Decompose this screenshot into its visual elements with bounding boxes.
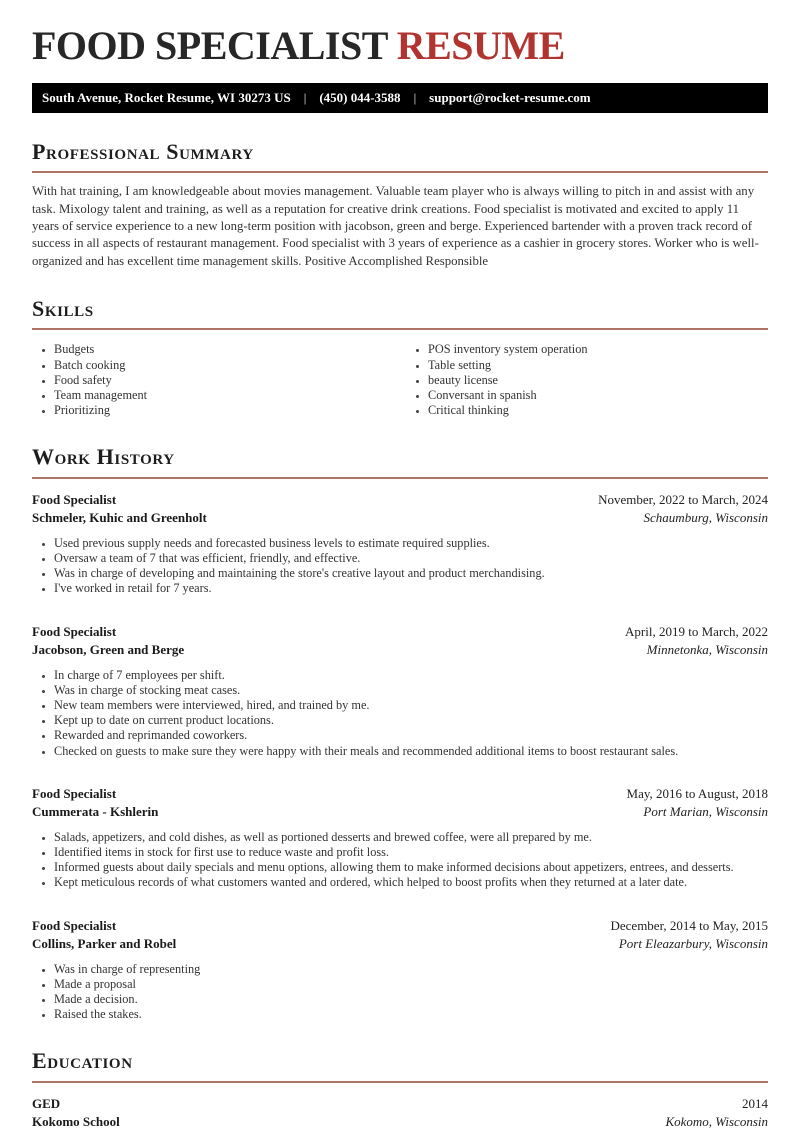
education-location: Kokomo, Wisconsin [665,1114,768,1130]
contact-address: South Avenue, Rocket Resume, WI 30273 US [42,89,291,105]
job-company: Jacobson, Green and Berge [32,642,185,658]
skill-item: • Conversant in spanish [428,388,768,403]
job-bullet: • Checked on guests to make sure they were happy with their meals and recommended additional items to boost restaurant sales. [54,744,768,759]
education-entry [32,1095,768,1132]
education-heading: Education [32,1048,133,1074]
education-degree: GED [32,1095,61,1111]
job-bullet: • Was in charge of stocking meat cases. [54,683,768,698]
page-title-primary: FOOD SPECIALIST [32,23,388,68]
job-entry [32,623,768,759]
skill-item: • Batch cooking [54,358,394,373]
job-bullets [32,962,768,1023]
job-list [32,491,768,1023]
job-bullet: • Kept up to date on current product locations. [54,713,768,728]
contact-separator: | [413,89,417,105]
skills-heading: Skills [32,296,94,322]
job-bullets [32,668,768,759]
skill-item: • POS inventory system operation [428,342,768,357]
job-dates: April, 2019 to March, 2022 [625,623,768,639]
job-bullet: • In charge of 7 employees per shift. [54,668,768,683]
education-year: 2014 [742,1095,768,1111]
job-dates: November, 2022 to March, 2024 [598,491,768,507]
job-bullet: • Oversaw a team of 7 that was efficient, friendly, and effective. [54,551,768,566]
page-title-accent: RESUME [396,23,565,68]
contact-separator: | [303,89,307,105]
job-dates: December, 2014 to May, 2015 [610,917,768,933]
job-title: Food Specialist [32,785,117,801]
contact-bar [32,83,768,113]
job-bullet: • Rewarded and reprimanded coworkers. [54,728,768,743]
contact-phone: (450) 044-3588 [319,89,401,105]
skill-item: • Budgets [54,342,394,357]
education-school: Kokomo School [32,1114,120,1130]
job-bullet: • Salads, appetizers, and cold dishes, as well as portioned desserts and brewed coffee, were all prepared by me. [54,830,768,845]
skill-item: • Prioritizing [54,403,394,418]
job-entry [32,917,768,1023]
skill-item: • Food safety [54,373,394,388]
page-title [32,24,768,69]
job-bullet: • Made a decision. [54,992,768,1007]
job-company: Schmeler, Kuhic and Greenholt [32,510,207,526]
job-bullets [32,830,768,891]
job-location: Port Marian, Wisconsin [643,804,768,820]
skill-item: • beauty license [428,373,768,388]
job-bullet: • Informed guests about daily specials and menu options, allowing them to make informed decisions about appetizers, entrees, and desserts. [54,860,768,875]
section-work-history [32,444,768,1022]
section-divider [32,477,768,479]
job-title: Food Specialist [32,623,117,639]
skill-item: • Critical thinking [428,403,768,418]
job-entry [32,785,768,891]
job-entry [32,491,768,597]
resume-page [0,23,800,1130]
job-bullet: • New team members were interviewed, hired, and trained by me. [54,698,768,713]
job-bullet: • Was in charge of developing and maintaining the store's creative layout and product merchandising. [54,566,768,581]
job-title: Food Specialist [32,917,117,933]
section-divider [32,1081,768,1083]
job-company: Cummerata - Kshlerin [32,804,159,820]
section-skills [32,296,768,418]
summary-paragraph: With hat training, I am knowledgeable about movies management. Valuable team player who is always willing to pitch in and assist with any task. Mixology talent and training, as well as a reputation for creative drink creations. Food specialist is motivated and excited to apply 11 years of service experience to a new long-term position with jacobson, green and berge. Experienced bartender with a proven track record of success in all aspects of restaurant management. Food specialist with 3 years of experience as a cashier in grocery stores. Worker who is well-organized and has excellent time management skills. Positive Accomplished Responsible [32,184,759,268]
skill-item: • Table setting [428,358,768,373]
section-divider [32,171,768,173]
job-bullet: • Was in charge of representing [54,962,768,977]
job-bullet: • Kept meticulous records of what customers wanted and ordered, which helped to boost profits when they returned at a later date. [54,875,768,890]
skill-item: • Team management [54,388,394,403]
job-bullet: • Made a proposal [54,977,768,992]
work-history-heading: Work History [32,444,175,470]
job-bullets [32,536,768,597]
job-bullet: • Identified items in stock for first use to reduce waste and profit loss. [54,845,768,860]
section-divider [32,328,768,330]
job-bullet: • Raised the stakes. [54,1007,768,1022]
job-bullet: • Used previous supply needs and forecasted business levels to estimate required supplies. [54,536,768,551]
skills-list [32,342,768,418]
section-education [32,1048,768,1131]
job-location: Minnetonka, Wisconsin [646,642,768,658]
job-location: Port Eleazarbury, Wisconsin [618,936,768,952]
summary-heading: Professional Summary [32,138,254,164]
section-summary [32,139,768,270]
job-dates: May, 2016 to August, 2018 [626,785,768,801]
job-bullet: • I've worked in retail for 7 years. [54,581,768,596]
job-location: Schaumburg, Wisconsin [643,510,768,526]
contact-email: support@rocket-resume.com [429,89,591,105]
job-company: Collins, Parker and Robel [32,936,177,952]
job-title: Food Specialist [32,491,117,507]
